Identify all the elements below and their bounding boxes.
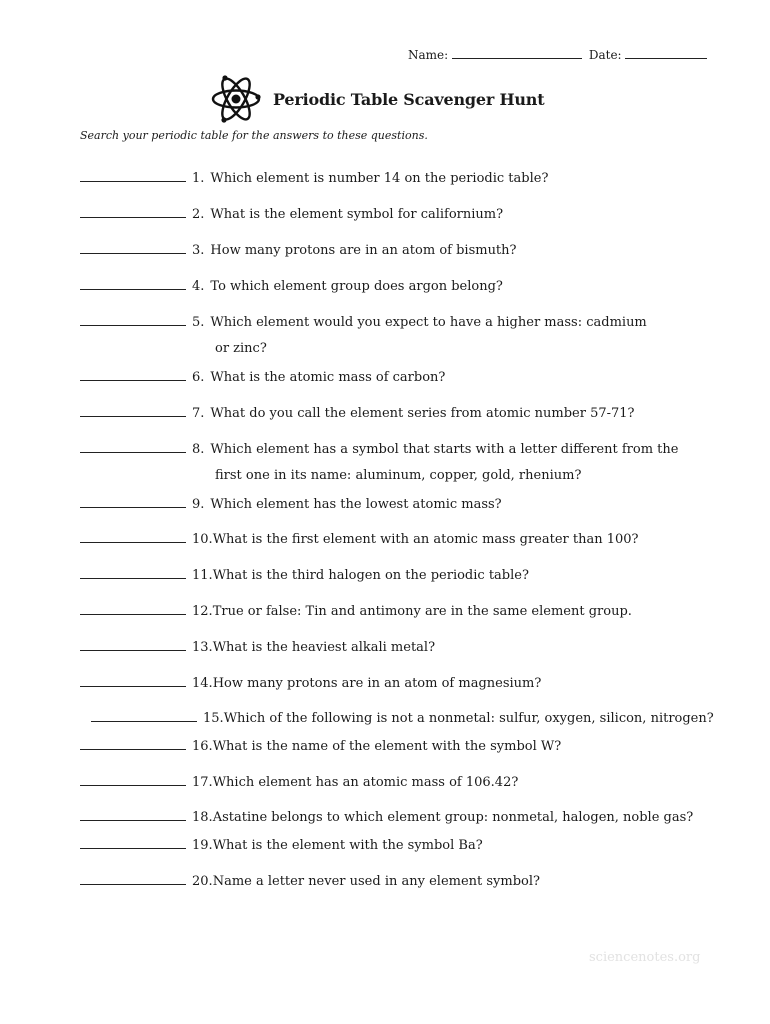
question-row xyxy=(80,205,503,224)
answer-blank[interactable] xyxy=(80,495,186,508)
question-number: 18. xyxy=(192,810,213,825)
title-row xyxy=(211,72,544,126)
answer-blank[interactable] xyxy=(80,205,186,218)
question-row xyxy=(80,241,517,260)
atom-icon xyxy=(211,72,261,126)
answer-blank[interactable] xyxy=(80,440,186,453)
date-field[interactable] xyxy=(625,47,707,59)
answer-blank[interactable] xyxy=(80,808,186,821)
question-text: Which element has a symbol that starts with a letter different from the xyxy=(210,442,679,457)
question-number: 1. xyxy=(192,171,205,186)
question-text: What is the name of the element with the symbol W? xyxy=(212,739,562,754)
answer-blank[interactable] xyxy=(80,241,186,254)
answer-blank[interactable] xyxy=(80,277,186,290)
answer-blank[interactable] xyxy=(80,638,186,651)
question-text: What is the first element with an atomic mass greater than 100? xyxy=(212,532,639,547)
question-number: 14. xyxy=(192,676,213,691)
question-number: 2. xyxy=(192,207,205,222)
answer-blank[interactable] xyxy=(80,169,186,182)
question-number: 8. xyxy=(192,442,205,457)
question-number: 3. xyxy=(192,243,205,258)
question-text-continued: or zinc? xyxy=(215,341,267,356)
question-row xyxy=(80,737,561,756)
question-row xyxy=(80,566,529,585)
question-row xyxy=(80,808,693,827)
question-text-continued: first one in its name: aluminum, copper, gold, rhenium? xyxy=(215,468,582,483)
question-text: What do you call the element series from atomic number 57-71? xyxy=(210,406,635,421)
question-number: 12. xyxy=(192,604,213,619)
question-number: 17. xyxy=(192,775,213,790)
question-text: Which element is number 14 on the periodic table? xyxy=(210,171,549,186)
answer-blank[interactable] xyxy=(80,773,186,786)
question-text: What is the atomic mass of carbon? xyxy=(210,370,446,385)
question-text: True or false: Tin and antimony are in the same element group. xyxy=(212,604,632,619)
question-number: 13. xyxy=(192,640,213,655)
question-row xyxy=(80,277,503,296)
question-text: Name a letter never used in any element symbol? xyxy=(212,874,541,889)
answer-blank[interactable] xyxy=(80,737,186,750)
question-number: 9. xyxy=(192,497,205,512)
question-text: Which element has the lowest atomic mass? xyxy=(210,497,502,512)
question-number: 15. xyxy=(203,711,224,726)
question-text: How many protons are in an atom of magnesium? xyxy=(212,676,542,691)
name-field[interactable] xyxy=(452,47,582,59)
question-number: 6. xyxy=(192,370,205,385)
question-number: 11. xyxy=(192,568,213,583)
watermark: sciencenotes.org xyxy=(589,950,701,965)
question-row xyxy=(80,169,548,188)
date-label: Date: xyxy=(588,48,622,62)
answer-blank[interactable] xyxy=(80,368,186,381)
name-label: Name: xyxy=(408,48,449,62)
question-row xyxy=(80,872,540,891)
question-number: 20. xyxy=(192,874,213,889)
question-row xyxy=(80,530,639,549)
name-date-fields xyxy=(408,47,707,62)
question-row xyxy=(91,709,714,728)
question-row xyxy=(80,602,632,621)
question-text: How many protons are in an atom of bismuth? xyxy=(210,243,517,258)
question-row xyxy=(80,674,541,693)
answer-blank[interactable] xyxy=(80,404,186,417)
instructions: Search your periodic table for the answers to these questions. xyxy=(80,129,428,142)
question-row xyxy=(80,495,502,514)
question-row xyxy=(80,440,679,483)
question-row xyxy=(80,313,647,356)
question-row xyxy=(80,773,518,792)
question-text: What is the heaviest alkali metal? xyxy=(212,640,436,655)
question-text: What is the element symbol for californium? xyxy=(210,207,504,222)
question-row xyxy=(80,368,445,387)
answer-blank[interactable] xyxy=(91,709,197,722)
question-text: Which element has an atomic mass of 106.42? xyxy=(212,775,519,790)
question-number: 10. xyxy=(192,532,213,547)
answer-blank[interactable] xyxy=(80,530,186,543)
answer-blank[interactable] xyxy=(80,674,186,687)
question-number: 19. xyxy=(192,838,213,853)
question-text: Astatine belongs to which element group: nonmetal, halogen, noble gas? xyxy=(212,810,694,825)
answer-blank[interactable] xyxy=(80,602,186,615)
page-title: Periodic Table Scavenger Hunt xyxy=(273,89,545,109)
question-row xyxy=(80,836,483,855)
question-row xyxy=(80,404,635,423)
question-number: 16. xyxy=(192,739,213,754)
question-number: 4. xyxy=(192,279,205,294)
answer-blank[interactable] xyxy=(80,872,186,885)
answer-blank[interactable] xyxy=(80,566,186,579)
question-text: What is the element with the symbol Ba? xyxy=(212,838,483,853)
question-text: Which element would you expect to have a higher mass: cadmium xyxy=(210,315,647,330)
question-row xyxy=(80,638,435,657)
question-number: 7. xyxy=(192,406,205,421)
question-text: Which of the following is not a nonmetal: sulfur, oxygen, silicon, nitrogen? xyxy=(223,711,714,726)
answer-blank[interactable] xyxy=(80,836,186,849)
question-number: 5. xyxy=(192,315,205,330)
question-text: What is the third halogen on the periodic table? xyxy=(212,568,529,583)
question-text: To which element group does argon belong? xyxy=(210,279,503,294)
answer-blank[interactable] xyxy=(80,313,186,326)
